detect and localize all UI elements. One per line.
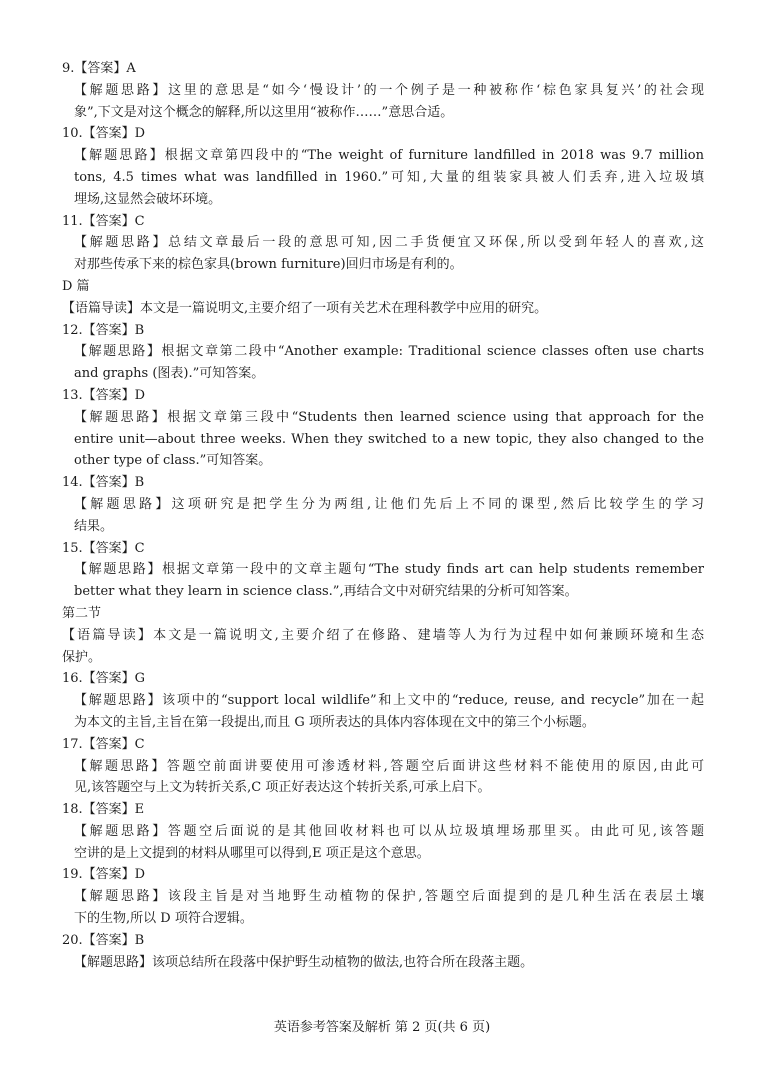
text-line: 下的生物,所以 D 项符合逻辑。 [74,911,253,927]
text-line: other type of class.”可知答案。 [74,453,272,469]
text-line: tons, 4.5 times what was landfilled in 1960.”可知,大量的组装家具被人们丢弃,进入垃圾填 [74,169,704,185]
text-line: 【解题思路】答题空前面讲要使用可渗透材料,答题空后面讲这些材料不能使用的原因,由此可 [74,758,704,774]
text-line: 【解题思路】该段主旨是对当地野生动植物的保护,答题空后面提到的是几种生活在表层土壤 [74,889,704,905]
text-line: 【解题思路】这项研究是把学生分为两组,让他们先后上不同的课型,然后比较学生的学习 [74,496,704,512]
text-line: 13.【答案】D [62,387,146,403]
text-line: 【解题思路】根据文章第四段中的“The weight of furniture landfilled in 2018 was 9.7 million [74,148,704,164]
text-line: D 篇 [62,278,90,294]
text-line: 空讲的是上文提到的材料从哪里可以得到,E 项正是这个意思。 [74,845,430,861]
text-line: 对那些传承下来的棕色家具(brown furniture)回归市场是有利的。 [74,257,463,273]
text-line: 【解题思路】根据文章第二段中“Another example: Traditional science classes often use charts [74,344,704,360]
text-line: 象”,下文是对这个概念的解释,所以这里用“被称作……”意思合适。 [74,104,454,120]
text-line: 16.【答案】G [62,671,146,687]
text-line: 14.【答案】B [62,475,145,491]
text-line: 【解题思路】该项中的“support local wildlife”和上文中的“reduce, reuse, and recycle”加在一起 [74,693,704,709]
text-line: and graphs (图表).”可知答案。 [74,366,265,382]
page-footer: 英语参考答案及解析 第 2 页(共 6 页) [273,1020,491,1035]
text-line: better what they learn in science class.”,再结合文中对研究结果的分析可知答案。 [74,584,578,600]
text-line: 见,该答题空与上文为转折关系,C 项正好表达这个转折关系,可承上启下。 [74,780,491,796]
text-line: 为本文的主旨,主旨在第一段提出,而且 G 项所表达的具体内容体现在文中的第三个小标题。 [74,714,595,730]
text-line: 12.【答案】B [62,322,145,338]
text-line: 第二节 [62,605,102,621]
text-line: 18.【答案】E [62,802,145,818]
text-line: 9.【答案】A [62,61,136,76]
text-line: 保护。 [62,649,102,665]
text-line: 【解题思路】这里的意思是“如今‘慢设计’的一个例子是一种被称作‘棕色家具复兴’的社会现 [74,82,704,98]
text-line: 【解题思路】总结文章最后一段的意思可知,因二手货便宜又环保,所以受到年轻人的喜欢,这 [74,235,704,251]
text-line: 【语篇导读】本文是一篇说明文,主要介绍了在修路、建墙等人为行为过程中如何兼顾环境和生态 [62,627,704,643]
text-line: 11.【答案】C [62,213,145,229]
text-line: 【解题思路】答题空后面说的是其他回收材料也可以从垃圾填埋场那里买。由此可见,该答题 [74,823,704,839]
text-line: 17.【答案】C [62,736,145,752]
text-line: 埋场,这显然会破坏环境。 [74,191,222,207]
answer-explanations [62,58,704,973]
text-line: 【解题思路】根据文章第一段中的文章主题句“The study finds art can help students remember [74,562,704,578]
text-line: entire unit—about three weeks. When they switched to a new topic, they also changed to the [74,431,704,447]
text-line: 19.【答案】D [62,867,146,883]
text-line: 【语篇导读】本文是一篇说明文,主要介绍了一项有关艺术在理科教学中应用的研究。 [62,300,548,316]
text-line: 10.【答案】D [62,126,146,142]
text-line: 【解题思路】该项总结所在段落中保护野生动植物的做法,也符合所在段落主题。 [74,954,534,970]
text-line: 结果。 [74,518,114,534]
text-line: 20.【答案】B [62,932,145,948]
text-line: 【解题思路】根据文章第三段中“Students then learned science using that approach for the [74,409,704,425]
text-line: 15.【答案】C [62,540,145,556]
